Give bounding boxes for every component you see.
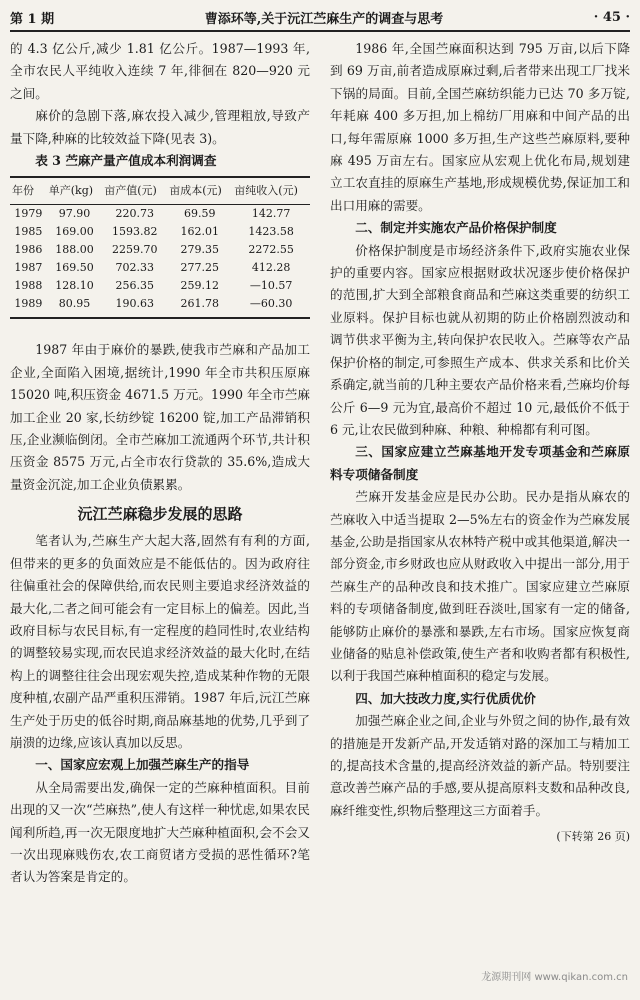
table-cell: 2259.70 xyxy=(112,243,158,257)
table-cell: 220.73 xyxy=(115,207,154,221)
table-caption: 表 3 苎麻产量产值成本利润调查 xyxy=(35,153,217,169)
data-table xyxy=(10,176,310,319)
table-cell: 190.63 xyxy=(102,295,167,318)
table-row xyxy=(10,277,310,295)
table-cell: 162.01 xyxy=(180,225,220,239)
table-row xyxy=(10,259,310,277)
page-number: · 45 · xyxy=(593,9,630,25)
table-row xyxy=(10,241,310,259)
table-row xyxy=(10,223,310,241)
table-header-cell: 亩成本(元) xyxy=(167,177,232,205)
running-title: 曹添环等,关于沅江苎麻生产的调查与思考 xyxy=(204,11,444,27)
table-row xyxy=(10,295,310,318)
continued-note: (下转第 26 页) xyxy=(556,830,630,844)
table-cell: 69.59 xyxy=(184,207,216,221)
table-cell: 261.78 xyxy=(167,295,232,318)
table-cell: 1986 xyxy=(14,243,43,257)
table-cell: 128.10 xyxy=(55,279,94,293)
paragraph: 价格保护制度是市场经济条件下,政府实施农业保护的重要内容。国家应根据财政状况逐步使价格保护的范围,扩大到全部粮食商品和苎麻这类重要的纺织工业原料。保护目标也就从初期的防止价格剧烈波动和调节供求平衡为主,转向保护农民收入。苎麻等农产品保护价格的制定,可参照生产成本、供求关系和比价关系确定,就当前的几种主要农产品价格来看,苎麻均价每公斤 6—9 元为宜,最高价不超过 10 元,最低价不低于 6 元,让农民做到种麻、种粮、种棉都有利可图。 xyxy=(330,242,630,437)
issue-number: 第 1 期 xyxy=(10,11,55,27)
watermark: 龙源期刊网 www.qikan.com.cn xyxy=(481,972,628,983)
table-row xyxy=(10,205,310,224)
table-header-cell: 亩产值(元) xyxy=(102,177,167,205)
subheading: 二、制定并实施农产品价格保护制度 xyxy=(355,220,557,236)
paragraph: 1986 年,全国苎麻面积达到 795 万亩,以后下降到 69 万亩,前者造成原麻过剩,后者带来出现工厂找米下锅的局面。目前,全国苎麻纺织能力已达 70 多万锭,年耗麻 400 多万担,加上棉纺厂用麻和中间产品的出口,每年需原麻 1000 多万担,生产这些苎麻原料,要种麻 495 万亩左右。国家应从宏观上优化布局,规划建立工农直挂的原麻生产基地,形成规模优势,保证加工和出口用麻的需要。 xyxy=(330,41,630,213)
table-cell: 256.35 xyxy=(115,279,154,293)
table-cell: 702.33 xyxy=(115,261,154,275)
subheading: 四、加大技改力度,实行优质优价 xyxy=(355,690,536,706)
table-cell: —10.57 xyxy=(249,279,293,293)
subheading: 一、国家应宏观上加强苎麻生产的指导 xyxy=(35,757,250,773)
table-cell: 412.28 xyxy=(251,261,291,275)
table-cell: 259.12 xyxy=(180,279,220,293)
table-cell: 1423.58 xyxy=(248,225,294,239)
table-cell: 1987 xyxy=(14,261,43,275)
paragraph: 笔者认为,苎麻生产大起大落,固然有有利的方面,但带来的更多的负面效应是不能低估的。因为政府往往偏重社会的保障供给,而农民则主要追求经济效益的最大化,二者之间可能会有一定目标上的偏差。因此,当政府目标与农民目标,有一定程度的趋同性时,农业结构的调整较易实现,而农民追求经济效益的最大化时,在结构上的调整往往会出现宏观失控,造成某种作物的无限度种植,农副产品严重积压滞销。1987 年后,沅江苎麻生产处于历史的低谷时期,商品麻基地的优势,几乎到了崩溃的边缘,应该认真加以反思。 xyxy=(10,533,310,750)
paragraph: 麻价的急剧下落,麻农投入减少,管理粗放,导致产量下降,种麻的比较效益下降(见表 3)。 xyxy=(10,108,310,146)
table-cell: 142.77 xyxy=(251,207,291,221)
paragraph: 加强苎麻企业之间,企业与外贸之间的协作,最有效的措施是开发新产品,开发适销对路的深加工与精加工的,提高技术含量的,提高经济效益的新产品。特别要注意改善苎麻产品的手感,要从提高原料支数和品种改良,麻纤维变性,织物后整理这三方面着手。 xyxy=(330,713,630,818)
paragraph: 从全局需要出发,确保一定的苎麻种植面积。目前出现的又一次“苎麻热”,使人有这样一种忧虑,如果农民闻利所趋,再一次无限度地扩大苎麻种植面积,会不会又一次出现麻贱伤农,农工商贸诸方受损的恶性循环?笔者认为答案是肯定的。 xyxy=(10,779,310,885)
table-cell: 80.95 xyxy=(47,295,102,318)
table-header-row xyxy=(10,177,310,205)
table-cell: 277.25 xyxy=(180,261,220,275)
page-header xyxy=(10,4,630,32)
paragraph: 的 4.3 亿公斤,减少 1.81 亿公斤。1987—1993 年,全市农民人平纯收入连续 7 年,徘徊在 820—920 元之间。 xyxy=(10,41,310,101)
table-cell: 1989 xyxy=(10,295,47,318)
table-cell: 1985 xyxy=(14,225,43,239)
table-cell: 1979 xyxy=(14,207,43,221)
paragraph: 苎麻开发基金应是民办公助。民办是指从麻农的苎麻收入中适当提取 2—5%左右的资金作为苎麻发展基金,公助是指国家从农林特产税中或其他渠道,解决一部分资金,市乡财政也应从财政收入中提出一部分,用于苎麻生产的品种改良和技术推广。国家应建立苎麻原料的专项储备制度,做到旺吞淡吐,国家有一定的储备,能够防止麻价的暴涨和暴跌,左右市场。国家应恢复商业储备的贴息补偿政策,使生产者和收购者都有积极性,以利于我国苎麻种植面积的稳定与发展。 xyxy=(330,489,630,684)
table-header-cell: 单产(kg) xyxy=(47,177,102,205)
table-cell: 169.00 xyxy=(55,225,94,239)
table-cell: 188.00 xyxy=(55,243,94,257)
subheading: 三、国家应建立苎麻基地开发专项基金和苎麻原料专项储备制度 xyxy=(330,444,630,482)
paragraph: 1987 年由于麻价的暴跌,使我市苎麻和产品加工企业,全面陷入困境,据统计,1990 年全市共积压原麻 15020 吨,积压资金 4671.5 万元。1990 年全市苎麻加工企业 20 家,长纺纱锭 16200 锭,加工产品滞销积压,企业濒临倒闭。全市苎麻加工流通两个环节,共计积压资金 8575 万元,占全市农行贷款的 35.6%,造成大量资金沉淀,加工企业负债累累。 xyxy=(10,342,310,492)
table-header-cell: 年份 xyxy=(10,177,47,205)
table-cell: —60.30 xyxy=(232,295,310,318)
section-title: 沅江苎麻稳步发展的思路 xyxy=(77,505,243,524)
table-cell: 1988 xyxy=(14,279,43,293)
table-cell: 279.35 xyxy=(180,243,220,257)
table-cell: 1593.82 xyxy=(112,225,158,239)
table-cell: 2272.55 xyxy=(248,243,294,257)
right-column xyxy=(330,38,630,992)
left-column xyxy=(10,38,310,992)
table-header-cell: 亩纯收入(元) xyxy=(232,177,310,205)
table-cell: 97.90 xyxy=(58,207,91,221)
table-cell: 169.50 xyxy=(55,261,94,275)
